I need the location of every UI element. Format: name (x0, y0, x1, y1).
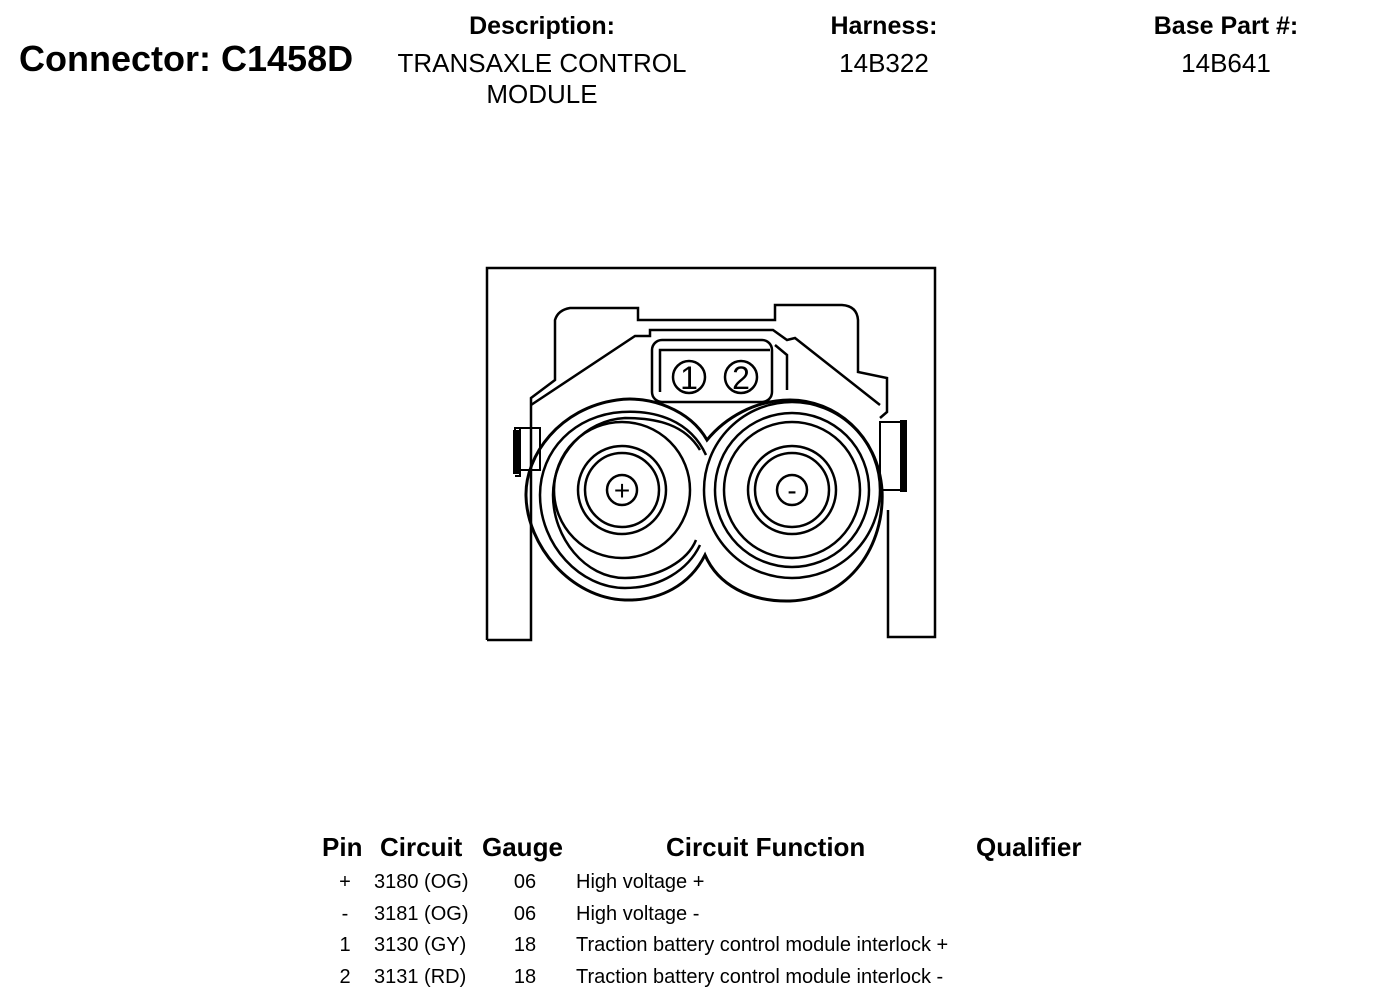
row-circuit: 3181 (OG) (374, 903, 469, 925)
table-header-qualifier: Qualifier (976, 832, 1082, 862)
table-header-pin: Pin (322, 832, 363, 862)
interlock-pocket-rim (660, 345, 787, 392)
row-function: Traction battery control module interlock - (576, 966, 944, 988)
row-circuit: 3131 (RD) (374, 966, 467, 988)
description-value: TRANSAXLE CONTROL MODULE (397, 48, 687, 109)
row-circuit: 3130 (GY) (374, 934, 467, 956)
row-function: Traction battery control module interlock + (576, 934, 949, 956)
harness-value: 14B322 (839, 48, 929, 78)
terminal-plus-label: + (613, 475, 631, 506)
row-pin: 2 (339, 966, 351, 988)
base-part-value: 14B641 (1181, 48, 1271, 78)
pin-2-label: 2 (732, 360, 750, 396)
pin-1-label: 1 (680, 360, 698, 396)
terminal-minus-label: - (787, 475, 797, 506)
row-gauge: 06 (513, 903, 537, 925)
row-function: High voltage + (576, 871, 705, 893)
description-label: Description: (469, 12, 615, 40)
base-part-label: Base Part #: (1153, 12, 1299, 40)
row-circuit: 3180 (OG) (374, 871, 469, 893)
connector-label: Connector: (19, 38, 211, 79)
right-latch-dark (900, 420, 907, 492)
row-gauge: 18 (513, 966, 537, 988)
row-pin: + (339, 871, 351, 893)
harness-label: Harness: (830, 12, 938, 40)
left-latch-dark (513, 430, 521, 474)
row-gauge: 18 (513, 934, 537, 956)
connector-id: C1458D (221, 38, 354, 79)
row-gauge: 06 (513, 871, 537, 893)
table-header-gauge: Gauge (482, 832, 563, 862)
table-header-function: Circuit Function (666, 832, 866, 862)
row-function: High voltage - (576, 903, 700, 925)
row-pin: 1 (339, 934, 351, 956)
row-pin: - (341, 903, 349, 925)
table-header-circuit: Circuit (380, 832, 463, 862)
